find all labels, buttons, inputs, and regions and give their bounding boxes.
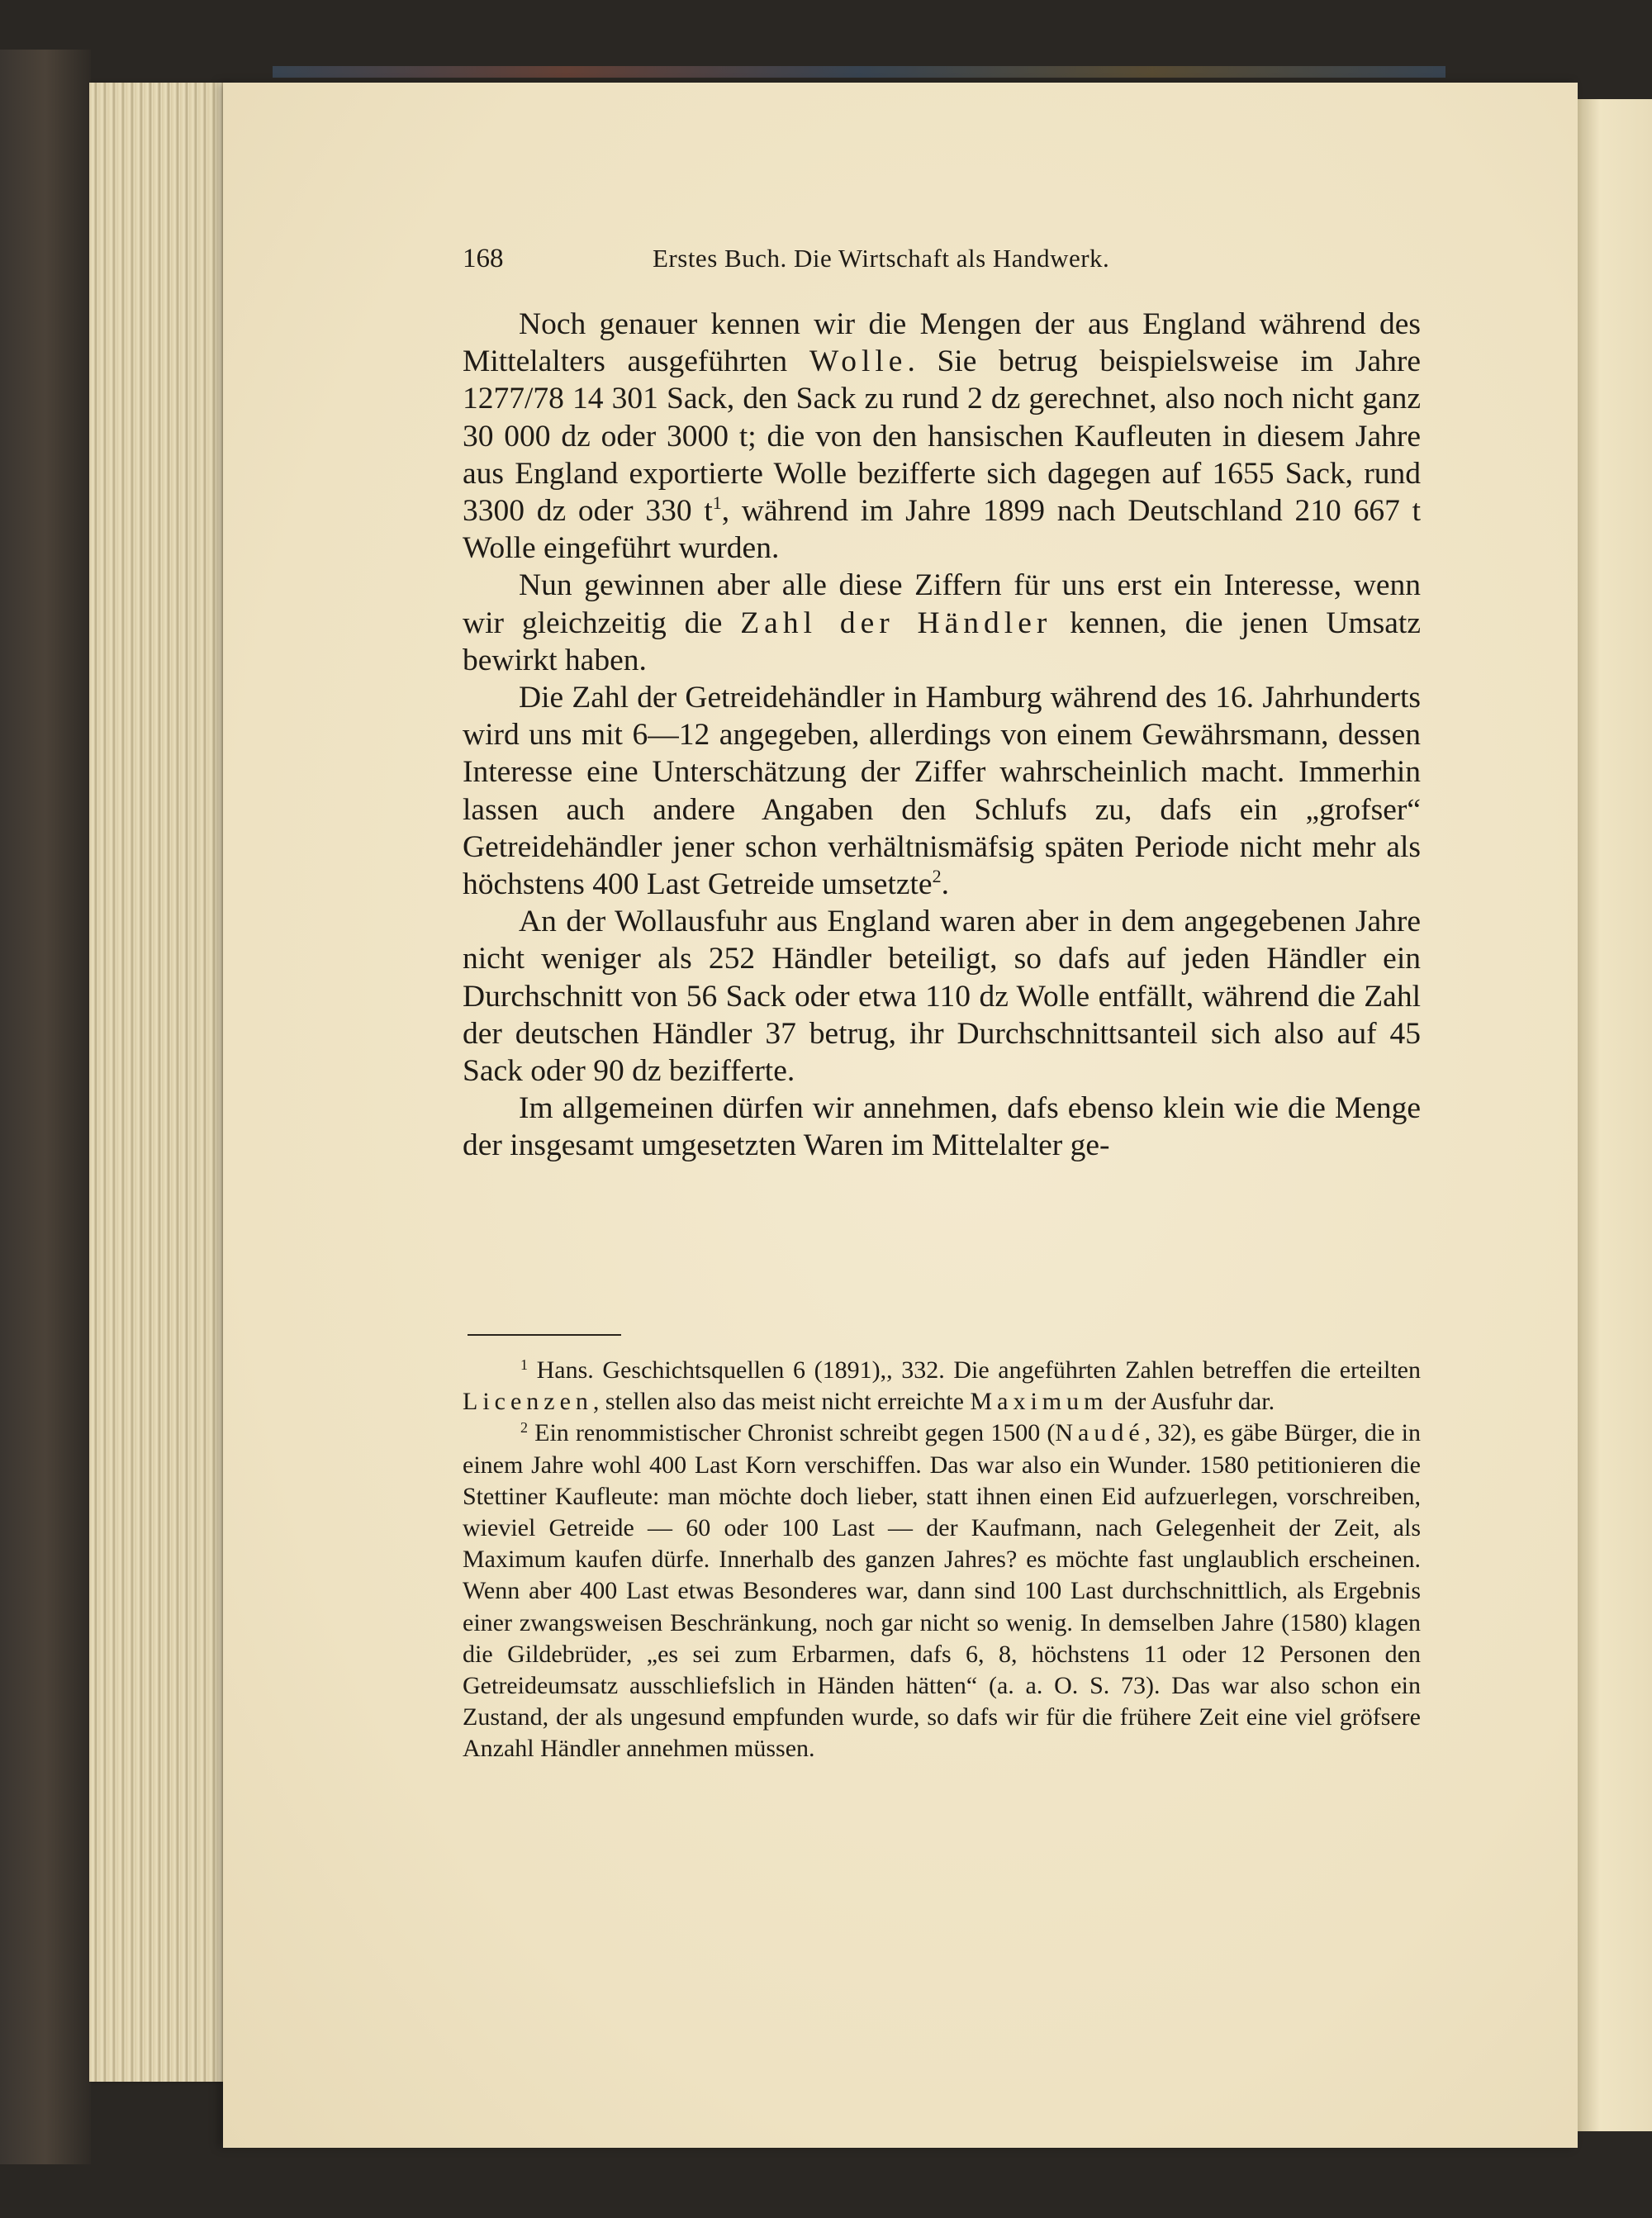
paragraph-text: An der Wollausfuhr aus England waren aber in dem angegebenen Jahre nicht weniger als 252 Händler beteiligt, so dafs auf jeden Händler ein Durchschnitt von 56 Sack oder etwa 110 dz Wolle entfällt, während die Zahl der deutschen Händler 37 betrug, ihr Durchschnittsanteil sich also auf 45 Sack oder 90 dz bezifferte. xyxy=(463,905,1421,1089)
footnote-text: , stellen also das meist nicht erreichte xyxy=(592,1388,971,1416)
footnotes xyxy=(463,1355,1421,1765)
footnote-text: der Ausfuhr dar. xyxy=(1108,1388,1275,1416)
spaced-emphasis: Naudé xyxy=(1055,1419,1145,1447)
page-edges xyxy=(89,83,230,2082)
footnote-2 xyxy=(463,1418,1421,1764)
footnote-1 xyxy=(463,1355,1421,1418)
running-title: Erstes Buch. Die Wirtschaft als Handwerk. xyxy=(653,244,1110,273)
spaced-emphasis: Zahl der Händler xyxy=(740,606,1052,640)
paragraph-text: Nun gewinnen aber alle diese Ziffern für uns erst ein Interesse, wenn wir gleichzeitig die xyxy=(463,568,1421,640)
paragraph-text: kennen, die jenen Umsatz bewirkt haben. xyxy=(463,606,1421,677)
book-cover-edge xyxy=(0,50,91,2164)
facing-page-edge xyxy=(1578,99,1652,2131)
spaced-emphasis: Maximum xyxy=(970,1388,1108,1416)
footnote-text: Hans. Geschichtsquellen 6 (1891),, 332. Die angeführten Zahlen betreffen die erteilten xyxy=(528,1356,1421,1384)
footnote-text: , 32), es gäbe Bürger, die in einem Jahre wohl 400 Last Korn verschiffen. Das war also ein Wunder. 1580 petitionieren die Stettiner Kaufleute: man möchte doch lieber, statt ihnen einen Eid aufzuerlegen, vorschreiben, wieviel Getreide — 60 oder 100 Last — der Kaufmann, nach Gelegenheit der Zeit, als Maximum kaufen dürfe. Innerhalb des ganzen Jahres? es möchte fast unglaublich erscheinen. Wenn aber 400 Last etwas Besonderes war, dann sind 100 Last durchschnittlich, als Ergebnis einer zwangsweisen Beschränkung, noch gar nicht so wenig. In demselben Jahre (1580) klagen die Gildebrüder, „es sei zum Erbarmen, dafs 6, 8, höchstens 11 oder 12 Personen den Getreideumsatz ausschliefslich in Händen hätten“ (a. a. O. S. 73). Das war also schon ein Zustand, der als ungesund empfunden wurde, so dafs wir für die frühere Zeit eine viel gröfsere Anzahl Händler annehmen müssen. xyxy=(463,1419,1421,1763)
footnote-text: Ein renommistischer Chronist schreibt gegen 1500 ( xyxy=(528,1419,1056,1447)
page-number: 168 xyxy=(463,244,504,273)
paragraph-text: Im allgemeinen dürfen wir annehmen, dafs ebenso klein wie die Menge der insgesamt umgesetzten Waren im Mittelalter ge- xyxy=(463,1091,1421,1163)
paragraph-text: . Sie betrug beispielsweise im Jahre 1277/78 14 301 Sack, den Sack zu rund 2 dz gerechnet, also noch nicht ganz 30 000 dz oder 3000 t; die von den hansischen Kaufleuten in diesem Jahre aus England exportierte Wolle bezifferte sich dagegen auf 1655 Sack, rund 3300 dz oder 330 t xyxy=(463,344,1422,529)
paragraph-text: Noch genauer kennen wir die Mengen der aus England während des Mittelalters ausgeführten xyxy=(463,307,1421,379)
paragraph-text: , während im Jahre 1899 nach Deutschland 210 667 t Wolle eingeführt wurden. xyxy=(463,494,1421,566)
spaced-emphasis: Licenzen xyxy=(463,1388,593,1416)
spaced-emphasis: Wolle xyxy=(809,344,908,379)
paragraph-5 xyxy=(463,1090,1421,1164)
footnote-ref: 2 xyxy=(932,866,942,887)
paragraph-4 xyxy=(463,903,1421,1090)
paragraph-2 xyxy=(463,567,1421,679)
footnote-mark: 2 xyxy=(520,1419,528,1437)
body-text xyxy=(463,306,1421,1165)
paragraph-1 xyxy=(463,306,1421,567)
footnote-mark: 1 xyxy=(520,1356,528,1373)
footnote-rule xyxy=(468,1334,621,1336)
paragraph-3 xyxy=(463,679,1421,903)
running-header xyxy=(463,244,1421,285)
paragraph-text: Die Zahl der Getreidehändler in Hamburg während des 16. Jahrhunderts wird uns mit 6—12 angegeben, allerdings von einem Gewährsmann, dessen Interesse eine Unterschätzung der Ziffer wahrscheinlich macht. Immerhin lassen auch andere Angaben den Schlufs zu, dafs ein „grofser“ Getreidehändler jener schon verhältnismäfsig späten Periode nicht mehr als höchstens 400 Last Getreide umsetzte xyxy=(463,681,1421,902)
footnote-ref: 1 xyxy=(712,492,722,514)
paragraph-text: . xyxy=(941,867,949,902)
headband xyxy=(273,66,1446,78)
